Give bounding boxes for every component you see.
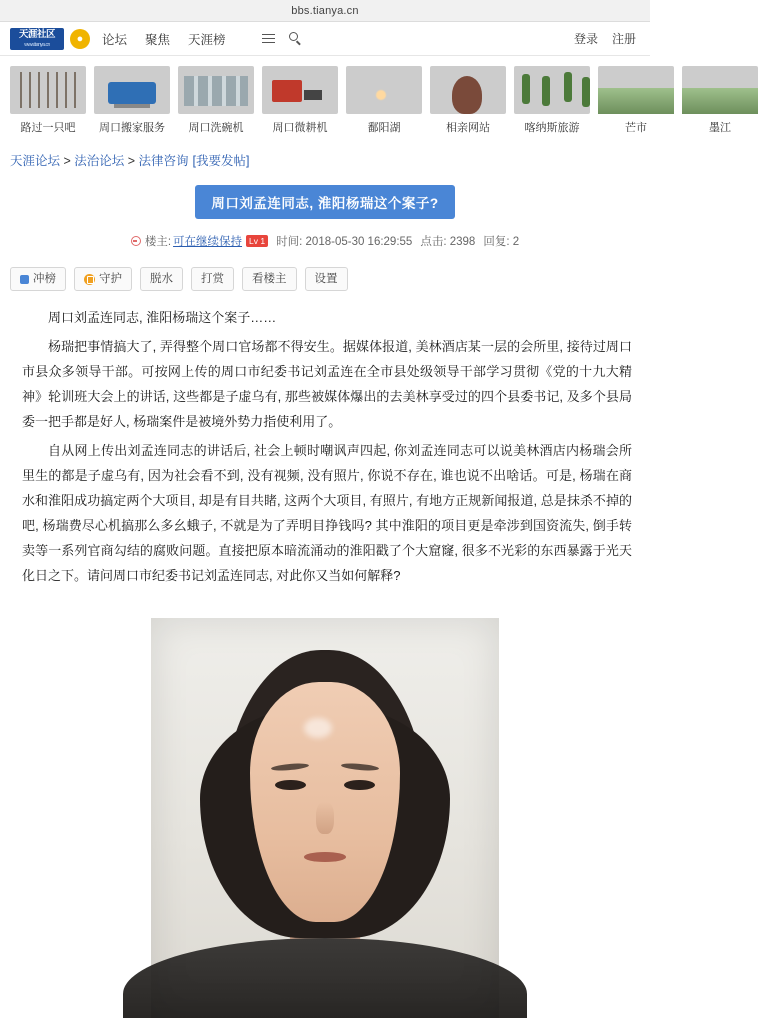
post-meta [0, 233, 650, 249]
orange-shield-icon [84, 274, 95, 285]
thumbnail-item[interactable] [346, 66, 422, 135]
breadcrumb [0, 139, 650, 169]
thumbnail-caption: 鄱阳湖 [367, 122, 401, 134]
search-icon[interactable] [289, 32, 302, 45]
nav-item-focus[interactable]: 聚焦 [145, 32, 171, 47]
reward-button[interactable] [191, 267, 234, 291]
thumbnail-caption: 相亲网站 [446, 122, 490, 134]
thumbnail-image [94, 66, 170, 114]
browser-address-bar[interactable] [0, 0, 650, 22]
promo-thumbnail-strip [0, 56, 731, 139]
guard-button[interactable] [74, 267, 132, 291]
thumbnail-item[interactable] [682, 66, 758, 135]
settings-button[interactable] [305, 267, 348, 291]
dehydrate-label: 脱水 [150, 273, 173, 285]
breadcrumb-item-forum[interactable]: 天涯论坛 [10, 154, 61, 168]
nav-item-rank[interactable]: 天涯榜 [188, 32, 226, 47]
page-title-wrap [0, 185, 650, 219]
page-title: 周口刘孟连同志, 淮阳杨瑞这个案子? [195, 185, 454, 219]
rush-rank-button[interactable] [10, 267, 66, 291]
login-link[interactable]: 登录 [573, 32, 598, 46]
thumbnail-item[interactable] [262, 66, 338, 135]
new-post-link[interactable]: [我要发帖] [192, 154, 250, 168]
dehydrate-button[interactable] [140, 267, 183, 291]
thumbnail-badge [744, 104, 758, 114]
view-author-only-label: 看楼主 [252, 273, 287, 285]
post-content [0, 291, 650, 588]
breadcrumb-item-law-forum[interactable]: 法治论坛 [74, 154, 125, 168]
author-level-badge: Lv 1 [246, 235, 268, 247]
post-paragraph: 自从网上传出刘孟连同志的讲话后, 社会上顿时嘲讽声四起, 你刘孟连同志可以说美林酒店内杨瑞会所里生的都是子虚乌有, 因为社会看不到, 没有视频, 没有照片, 你说不存在, 谁也说不出啥话。可是, 杨瑞在商水和淮阳成功搞定两个大项目, 却是有目共睹, 这两个大项目, 有照片, 有地方正规新闻报道, 总是抹杀不掉的吧, 杨瑞费尽心机搞那么多幺蛾子, 不就是为了弄明目挣钱吗? 其中淮阳的项目更是牵涉到国资流失, 倒手转卖等一系列官商勾结的腐败问题。直接把原本暗流涌动的淮阳戳了个大窟窿, 很多不光彩的东西暴露于光天化日之下。请问周口市纪委书记刘孟连同志, 对此你又当如何解释? [22, 443, 632, 583]
thumbnail-image [346, 66, 422, 114]
logo-main-text: 天涯社区 [18, 28, 55, 40]
author-name[interactable]: 可在继续保持 [173, 236, 243, 248]
post-paragraph: 周口刘孟连同志, 淮阳杨瑞这个案子…… [48, 310, 277, 325]
thumbnail-image [10, 66, 86, 114]
view-author-only-button[interactable] [242, 267, 297, 291]
thumbnail-caption: 周口洗碗机 [188, 122, 244, 134]
breadcrumb-item-legal-consult[interactable]: 法律咨询 [138, 154, 189, 168]
user-icon [131, 236, 141, 246]
site-nav [102, 30, 302, 48]
photo-vignette [151, 618, 499, 1018]
nav-item-forum[interactable]: 论坛 [102, 32, 128, 47]
thumbnail-image [598, 66, 674, 114]
time-label: 时间: [276, 236, 303, 248]
replies-count: 2 [512, 236, 520, 248]
guard-label: 守护 [99, 273, 122, 285]
site-logo[interactable] [10, 28, 64, 50]
nav-icons [262, 31, 302, 45]
views-label: 点击: [420, 236, 447, 248]
breadcrumb-separator: > [124, 154, 139, 168]
thumbnail-item[interactable] [94, 66, 170, 135]
thumbnail-caption: 周口搬家服务 [99, 122, 165, 134]
post-portrait-photo[interactable] [151, 618, 499, 1018]
thumbnail-image [262, 66, 338, 114]
post-time: 2018-05-30 16:29:55 [305, 236, 413, 248]
url-text: bbs.tianya.cn [291, 4, 359, 17]
thumbnail-caption: 墨江 [709, 122, 731, 134]
post-image-wrap [0, 618, 650, 1018]
rush-rank-label: 冲榜 [33, 273, 56, 285]
thumbnail-item[interactable] [10, 66, 86, 135]
thumbnail-item[interactable] [598, 66, 674, 135]
site-header [0, 22, 650, 56]
thumbnail-item[interactable] [514, 66, 590, 135]
thumbnail-item[interactable] [178, 66, 254, 135]
logo-sub-text: www.tianya.cn [24, 41, 50, 48]
reward-label: 打赏 [201, 273, 224, 285]
post-action-bar [0, 249, 650, 291]
header-actions [574, 30, 640, 47]
replies-label: 回复: [483, 236, 510, 248]
thumbnail-image [682, 66, 758, 114]
author-label: 楼主: [144, 236, 172, 248]
thumbnail-image [514, 66, 590, 114]
thumbnail-caption: 周口微耕机 [272, 122, 328, 134]
thumbnail-caption: 芒市 [625, 122, 647, 134]
thumbnail-item[interactable] [430, 66, 506, 135]
thumbnail-caption: 喀纳斯旅游 [524, 122, 580, 134]
speech-bubble-icon[interactable]: ● [70, 29, 90, 49]
hamburger-menu-icon[interactable] [262, 31, 275, 45]
thumbnail-image [178, 66, 254, 114]
thumbnail-image [430, 66, 506, 114]
blue-badge-icon [20, 275, 29, 284]
views-count: 2398 [449, 236, 476, 248]
breadcrumb-separator: > [60, 154, 75, 168]
thumbnail-caption: 路过一只吧 [20, 122, 76, 134]
settings-label: 设置 [314, 273, 338, 285]
post-paragraph: 杨瑞把事情搞大了, 弄得整个周口官场都不得安生。据媒体报道, 美林酒店某一层的会所里, 接待过周口市县众多领导干部。可按网上传的周口市纪委书记刘孟连在全市县处级领导干部学习贯彻《党的十九大精神》轮训班大会上的讲话, 这些都是子虚乌有, 那些被媒体爆出的去美林享受过的四个县委书记, 及多个县局委一把手都是好人, 杨瑞案件是被境外势力指使利用了。 [22, 339, 632, 429]
register-link[interactable]: 注册 [611, 32, 636, 46]
